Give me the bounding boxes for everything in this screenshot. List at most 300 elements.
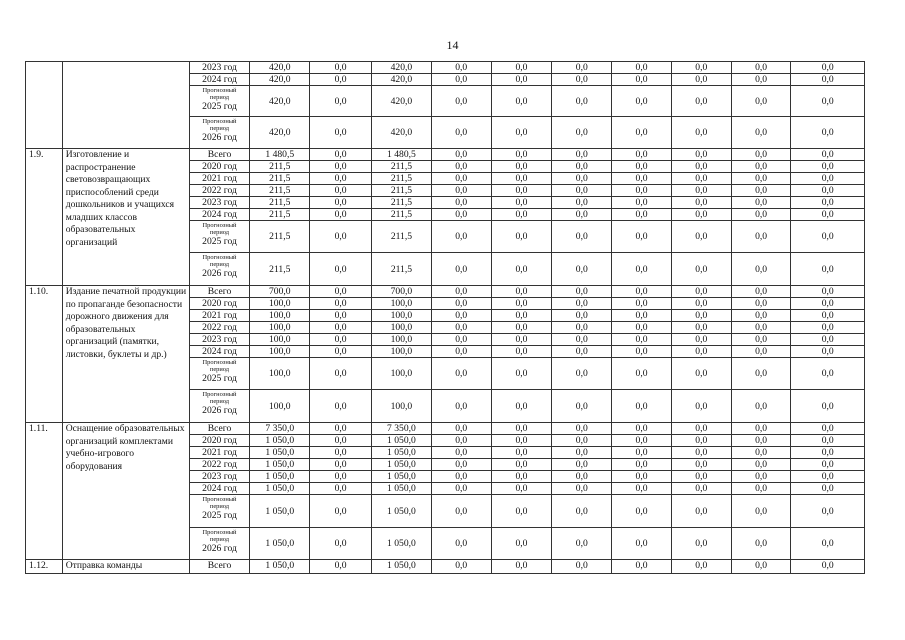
value-cell: 0,0	[671, 423, 731, 435]
value-cell: 0,0	[612, 528, 672, 560]
value-cell: 0,0	[310, 346, 372, 358]
value-cell: 1 050,0	[372, 471, 432, 483]
value-cell: 0,0	[791, 346, 865, 358]
value-cell: 0,0	[552, 447, 612, 459]
row-index: 1.11.	[26, 423, 63, 560]
value-cell: 0,0	[612, 459, 672, 471]
value-cell: 0,0	[491, 253, 552, 286]
value-cell: 100,0	[372, 310, 432, 322]
forecast-label: Прогнозный	[202, 529, 237, 536]
period-cell: Всего	[189, 149, 250, 161]
value-cell: 0,0	[310, 161, 372, 173]
forecast-label: период	[209, 398, 230, 406]
value-cell: 0,0	[791, 435, 865, 447]
period-cell: 2024 год	[189, 74, 250, 86]
period-year: 2026 год	[202, 131, 237, 143]
value-cell: 0,0	[552, 358, 612, 390]
value-cell: 0,0	[552, 173, 612, 185]
value-cell: 0,0	[791, 149, 865, 161]
value-cell: 0,0	[612, 173, 672, 185]
value-cell: 100,0	[372, 346, 432, 358]
value-cell: 0,0	[671, 298, 731, 310]
value-cell: 0,0	[552, 209, 612, 221]
value-cell: 0,0	[612, 495, 672, 528]
value-cell: 0,0	[431, 173, 491, 185]
value-cell: 0,0	[310, 495, 372, 528]
value-cell: 0,0	[552, 197, 612, 209]
value-cell: 0,0	[671, 185, 731, 197]
period-cell	[189, 495, 250, 528]
value-cell: 0,0	[791, 286, 865, 298]
value-cell: 0,0	[612, 390, 672, 423]
value-cell: 0,0	[491, 185, 552, 197]
value-cell: 0,0	[731, 197, 791, 209]
value-cell: 700,0	[372, 286, 432, 298]
value-cell: 0,0	[731, 185, 791, 197]
value-cell: 0,0	[791, 528, 865, 560]
value-cell: 1 050,0	[372, 560, 432, 574]
value-cell: 211,5	[250, 221, 310, 253]
value-cell: 100,0	[372, 334, 432, 346]
value-cell: 0,0	[310, 423, 372, 435]
value-cell: 100,0	[250, 390, 310, 423]
value-cell: 1 480,5	[250, 149, 310, 161]
value-cell: 211,5	[372, 253, 432, 286]
row-index: 1.12.	[26, 560, 63, 574]
value-cell: 0,0	[791, 221, 865, 253]
value-cell: 0,0	[310, 253, 372, 286]
value-cell: 0,0	[791, 197, 865, 209]
value-cell: 0,0	[671, 197, 731, 209]
period-cell	[189, 253, 250, 286]
value-cell: 0,0	[310, 86, 372, 117]
value-cell: 0,0	[791, 185, 865, 197]
forecast-label: период	[209, 261, 230, 269]
value-cell: 0,0	[431, 221, 491, 253]
value-cell: 0,0	[612, 423, 672, 435]
value-cell: 0,0	[791, 483, 865, 495]
value-cell: 0,0	[552, 435, 612, 447]
value-cell: 0,0	[491, 358, 552, 390]
value-cell: 1 050,0	[250, 495, 310, 528]
forecast-label: период	[209, 229, 230, 237]
forecast-label: Прогнозный	[202, 254, 237, 261]
value-cell: 0,0	[491, 423, 552, 435]
value-cell: 0,0	[731, 495, 791, 528]
value-cell: 0,0	[310, 322, 372, 334]
value-cell: 0,0	[310, 286, 372, 298]
period-cell: 2020 год	[189, 161, 250, 173]
value-cell: 0,0	[491, 197, 552, 209]
value-cell: 0,0	[491, 471, 552, 483]
value-cell: 0,0	[671, 149, 731, 161]
row-name: Отправка команды	[62, 560, 189, 574]
value-cell: 0,0	[731, 161, 791, 173]
forecast-label: Прогнозный	[202, 118, 237, 125]
value-cell: 0,0	[612, 298, 672, 310]
row-name: Оснащение образовательных организаций комплектами учебно-игрового оборудования	[62, 423, 189, 560]
value-cell: 1 480,5	[372, 149, 432, 161]
value-cell: 0,0	[491, 86, 552, 117]
value-cell: 0,0	[731, 253, 791, 286]
value-cell: 0,0	[431, 560, 491, 574]
value-cell: 0,0	[731, 286, 791, 298]
value-cell: 1 050,0	[250, 528, 310, 560]
table-row	[26, 286, 865, 298]
value-cell: 0,0	[491, 173, 552, 185]
period-cell: 2023 год	[189, 471, 250, 483]
value-cell: 0,0	[491, 346, 552, 358]
value-cell: 0,0	[671, 447, 731, 459]
value-cell: 0,0	[431, 346, 491, 358]
value-cell: 0,0	[431, 117, 491, 149]
value-cell: 0,0	[491, 483, 552, 495]
value-cell: 420,0	[372, 74, 432, 86]
value-cell: 0,0	[552, 528, 612, 560]
value-cell: 0,0	[491, 117, 552, 149]
value-cell: 211,5	[372, 197, 432, 209]
value-cell: 0,0	[791, 117, 865, 149]
value-cell: 0,0	[552, 346, 612, 358]
value-cell: 0,0	[671, 253, 731, 286]
value-cell: 0,0	[491, 209, 552, 221]
value-cell: 0,0	[731, 117, 791, 149]
period-cell	[189, 86, 250, 117]
period-cell: 2021 год	[189, 310, 250, 322]
value-cell: 0,0	[612, 322, 672, 334]
value-cell: 0,0	[431, 310, 491, 322]
value-cell: 0,0	[671, 495, 731, 528]
row-name: Изготовление и распространение световозвращающих приспособлений среди дошкольников и учащихся младших классов образовательных организаций	[62, 149, 189, 286]
value-cell: 0,0	[791, 495, 865, 528]
value-cell: 0,0	[310, 221, 372, 253]
value-cell: 0,0	[731, 149, 791, 161]
value-cell: 0,0	[671, 471, 731, 483]
value-cell: 0,0	[731, 209, 791, 221]
value-cell: 0,0	[310, 173, 372, 185]
value-cell: 211,5	[372, 185, 432, 197]
value-cell: 0,0	[731, 298, 791, 310]
table-row	[26, 560, 865, 574]
value-cell: 0,0	[431, 74, 491, 86]
value-cell: 0,0	[671, 560, 731, 574]
value-cell: 0,0	[310, 334, 372, 346]
value-cell: 0,0	[612, 161, 672, 173]
value-cell: 0,0	[791, 86, 865, 117]
value-cell: 0,0	[671, 358, 731, 390]
period-cell	[189, 390, 250, 423]
period-cell: 2020 год	[189, 298, 250, 310]
value-cell: 211,5	[250, 253, 310, 286]
value-cell: 211,5	[372, 173, 432, 185]
value-cell: 0,0	[431, 358, 491, 390]
period-cell	[189, 221, 250, 253]
value-cell: 0,0	[612, 149, 672, 161]
value-cell: 211,5	[372, 209, 432, 221]
value-cell: 0,0	[791, 173, 865, 185]
value-cell: 0,0	[791, 423, 865, 435]
period-cell: 2023 год	[189, 62, 250, 74]
value-cell: 1 050,0	[372, 447, 432, 459]
value-cell: 0,0	[431, 86, 491, 117]
value-cell: 0,0	[310, 298, 372, 310]
value-cell: 0,0	[552, 560, 612, 574]
period-cell: 2022 год	[189, 322, 250, 334]
value-cell: 0,0	[431, 495, 491, 528]
period-year: 2025 год	[202, 509, 237, 521]
value-cell: 211,5	[250, 161, 310, 173]
value-cell: 1 050,0	[372, 435, 432, 447]
period-cell: 2021 год	[189, 447, 250, 459]
value-cell: 0,0	[612, 286, 672, 298]
value-cell: 0,0	[612, 447, 672, 459]
value-cell: 420,0	[250, 117, 310, 149]
value-cell: 7 350,0	[372, 423, 432, 435]
value-cell: 1 050,0	[250, 483, 310, 495]
budget-table	[25, 61, 865, 574]
value-cell: 0,0	[310, 62, 372, 74]
value-cell: 0,0	[491, 495, 552, 528]
value-cell: 0,0	[310, 358, 372, 390]
value-cell: 0,0	[671, 86, 731, 117]
period-year: 2026 год	[202, 404, 237, 416]
period-cell: 2021 год	[189, 173, 250, 185]
value-cell: 0,0	[671, 435, 731, 447]
value-cell: 0,0	[310, 528, 372, 560]
value-cell: 0,0	[731, 346, 791, 358]
forecast-label: период	[209, 366, 230, 374]
value-cell: 0,0	[671, 390, 731, 423]
value-cell: 0,0	[491, 459, 552, 471]
value-cell: 0,0	[431, 471, 491, 483]
value-cell: 0,0	[791, 62, 865, 74]
value-cell: 0,0	[791, 161, 865, 173]
value-cell: 0,0	[431, 528, 491, 560]
value-cell: 0,0	[431, 483, 491, 495]
value-cell: 0,0	[491, 149, 552, 161]
value-cell: 0,0	[612, 483, 672, 495]
value-cell: 0,0	[552, 62, 612, 74]
period-year: 2026 год	[202, 267, 237, 279]
value-cell: 0,0	[671, 322, 731, 334]
value-cell: 0,0	[552, 161, 612, 173]
value-cell: 100,0	[372, 390, 432, 423]
value-cell: 0,0	[431, 447, 491, 459]
value-cell: 0,0	[791, 209, 865, 221]
value-cell: 0,0	[612, 435, 672, 447]
period-cell	[189, 528, 250, 560]
value-cell: 0,0	[310, 471, 372, 483]
value-cell: 0,0	[310, 209, 372, 221]
value-cell: 0,0	[791, 390, 865, 423]
value-cell: 0,0	[671, 117, 731, 149]
value-cell: 100,0	[250, 322, 310, 334]
value-cell: 0,0	[310, 483, 372, 495]
period-cell: Всего	[189, 423, 250, 435]
value-cell: 1 050,0	[250, 435, 310, 447]
value-cell: 1 050,0	[372, 495, 432, 528]
value-cell: 1 050,0	[372, 459, 432, 471]
value-cell: 0,0	[552, 86, 612, 117]
value-cell: 0,0	[431, 390, 491, 423]
value-cell: 420,0	[372, 62, 432, 74]
row-index	[26, 62, 63, 149]
value-cell: 0,0	[552, 149, 612, 161]
value-cell: 0,0	[671, 74, 731, 86]
value-cell: 0,0	[612, 346, 672, 358]
forecast-label: Прогнозный	[202, 359, 237, 366]
value-cell: 0,0	[731, 459, 791, 471]
value-cell: 0,0	[552, 471, 612, 483]
value-cell: 0,0	[731, 358, 791, 390]
value-cell: 0,0	[491, 322, 552, 334]
period-cell: Всего	[189, 560, 250, 574]
row-name	[62, 62, 189, 149]
value-cell: 0,0	[552, 221, 612, 253]
value-cell: 1 050,0	[250, 560, 310, 574]
period-cell: 2023 год	[189, 197, 250, 209]
value-cell: 0,0	[310, 459, 372, 471]
value-cell: 0,0	[731, 221, 791, 253]
value-cell: 0,0	[671, 173, 731, 185]
value-cell: 0,0	[671, 334, 731, 346]
value-cell: 0,0	[731, 447, 791, 459]
value-cell: 0,0	[671, 459, 731, 471]
value-cell: 0,0	[552, 253, 612, 286]
value-cell: 0,0	[431, 185, 491, 197]
value-cell: 0,0	[671, 528, 731, 560]
period-year: 2025 год	[202, 235, 237, 247]
value-cell: 7 350,0	[250, 423, 310, 435]
period-cell: 2024 год	[189, 209, 250, 221]
forecast-label: Прогнозный	[202, 391, 237, 398]
value-cell: 0,0	[731, 528, 791, 560]
value-cell: 0,0	[612, 86, 672, 117]
value-cell: 0,0	[731, 483, 791, 495]
value-cell: 211,5	[372, 161, 432, 173]
value-cell: 0,0	[671, 221, 731, 253]
value-cell: 0,0	[491, 390, 552, 423]
value-cell: 0,0	[612, 334, 672, 346]
row-index: 1.10.	[26, 286, 63, 423]
value-cell: 0,0	[552, 334, 612, 346]
value-cell: 0,0	[310, 560, 372, 574]
value-cell: 0,0	[612, 74, 672, 86]
value-cell: 0,0	[310, 310, 372, 322]
forecast-label: период	[209, 125, 230, 133]
value-cell: 0,0	[552, 310, 612, 322]
value-cell: 0,0	[791, 471, 865, 483]
period-cell	[189, 117, 250, 149]
value-cell: 0,0	[791, 459, 865, 471]
value-cell: 0,0	[791, 298, 865, 310]
value-cell: 0,0	[431, 62, 491, 74]
value-cell: 0,0	[431, 459, 491, 471]
value-cell: 0,0	[791, 560, 865, 574]
period-cell: 2020 год	[189, 435, 250, 447]
value-cell: 0,0	[491, 286, 552, 298]
value-cell: 1 050,0	[250, 459, 310, 471]
value-cell: 0,0	[731, 423, 791, 435]
period-cell: 2024 год	[189, 483, 250, 495]
forecast-label: Прогнозный	[202, 222, 237, 229]
value-cell: 0,0	[491, 161, 552, 173]
value-cell: 0,0	[791, 310, 865, 322]
value-cell: 0,0	[731, 560, 791, 574]
value-cell: 0,0	[552, 390, 612, 423]
value-cell: 0,0	[310, 117, 372, 149]
value-cell: 1 050,0	[372, 483, 432, 495]
row-name: Издание печатной продукции по пропаганде безопасности дорожного движения для образовательных организаций (памятки, листовки, буклеты и др.)	[62, 286, 189, 423]
value-cell: 0,0	[552, 286, 612, 298]
value-cell: 0,0	[431, 209, 491, 221]
value-cell: 100,0	[250, 334, 310, 346]
value-cell: 100,0	[372, 322, 432, 334]
value-cell: 0,0	[491, 447, 552, 459]
value-cell: 0,0	[731, 435, 791, 447]
value-cell: 0,0	[431, 322, 491, 334]
period-year: 2025 год	[202, 100, 237, 112]
value-cell: 0,0	[552, 298, 612, 310]
value-cell: 0,0	[612, 310, 672, 322]
value-cell: 211,5	[372, 221, 432, 253]
value-cell: 211,5	[250, 185, 310, 197]
value-cell: 0,0	[431, 298, 491, 310]
value-cell: 0,0	[491, 298, 552, 310]
value-cell: 0,0	[552, 459, 612, 471]
value-cell: 0,0	[552, 185, 612, 197]
period-cell: 2022 год	[189, 185, 250, 197]
value-cell: 0,0	[552, 483, 612, 495]
value-cell: 0,0	[731, 390, 791, 423]
value-cell: 0,0	[731, 62, 791, 74]
value-cell: 0,0	[791, 447, 865, 459]
value-cell: 0,0	[491, 62, 552, 74]
value-cell: 0,0	[491, 528, 552, 560]
value-cell: 0,0	[431, 197, 491, 209]
value-cell: 0,0	[491, 74, 552, 86]
value-cell: 0,0	[310, 197, 372, 209]
value-cell: 0,0	[791, 74, 865, 86]
value-cell: 0,0	[731, 334, 791, 346]
value-cell: 0,0	[671, 62, 731, 74]
value-cell: 420,0	[372, 117, 432, 149]
value-cell: 211,5	[250, 173, 310, 185]
value-cell: 1 050,0	[250, 471, 310, 483]
row-index: 1.9.	[26, 149, 63, 286]
value-cell: 420,0	[250, 74, 310, 86]
value-cell: 211,5	[250, 197, 310, 209]
value-cell: 420,0	[250, 62, 310, 74]
value-cell: 0,0	[491, 310, 552, 322]
value-cell: 0,0	[731, 322, 791, 334]
value-cell: 420,0	[250, 86, 310, 117]
table-row	[26, 62, 865, 74]
value-cell: 0,0	[552, 495, 612, 528]
value-cell: 0,0	[612, 209, 672, 221]
value-cell: 0,0	[612, 560, 672, 574]
value-cell: 0,0	[791, 358, 865, 390]
period-cell	[189, 358, 250, 390]
value-cell: 100,0	[250, 346, 310, 358]
table-row	[26, 423, 865, 435]
value-cell: 0,0	[431, 253, 491, 286]
table-body	[26, 62, 865, 574]
period-cell: 2024 год	[189, 346, 250, 358]
value-cell: 0,0	[491, 560, 552, 574]
value-cell: 0,0	[612, 471, 672, 483]
value-cell: 0,0	[671, 483, 731, 495]
